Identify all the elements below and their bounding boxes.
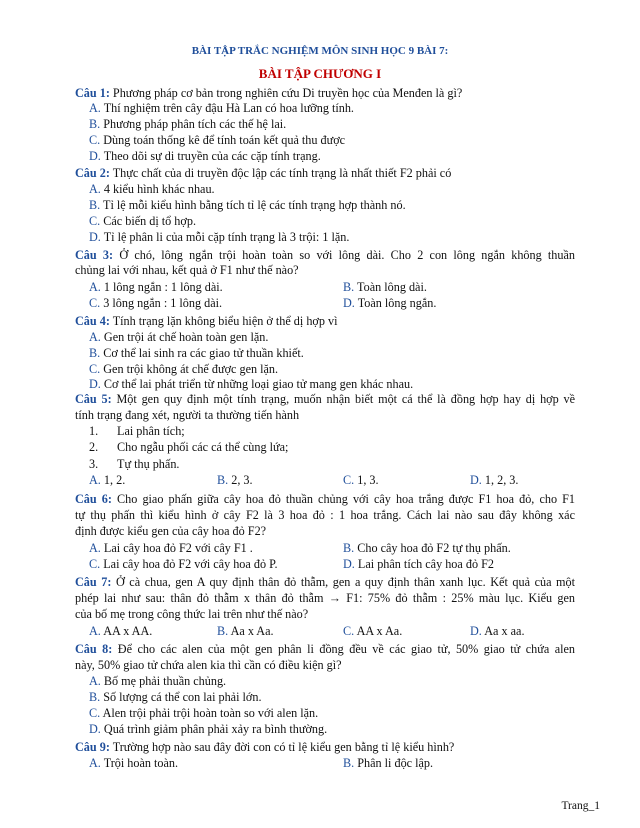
q4-option-a: A. Gen trội át chế hoàn toàn gen lặn. (89, 330, 269, 344)
question-label: Câu 4: (75, 314, 110, 328)
question-5-cont: tính trạng đang xét, người ta thường tiến hành (75, 408, 300, 422)
question-8 (75, 642, 575, 657)
question-7 (75, 575, 575, 590)
question-4 (75, 314, 337, 329)
q7-option-a: A. AA x AA. (89, 624, 153, 638)
question-6-cont: tự thụ phấn thì kiểu hình ở cây F2 là 3 hoa đỏ : 1 hoa trắng. Cách lai nào sau đây không xác (75, 508, 575, 522)
q2-option-c: C. Các biến dị tổ hợp. (89, 214, 196, 228)
q8-option-a: A. Bố mẹ phải thuần chủng. (89, 674, 227, 688)
q5-option-a: A. 1, 2. (89, 473, 126, 487)
question-text: Trường hợp nào sau đây đời con có tỉ lệ kiểu gen bằng tỉ lệ kiểu hình? (112, 740, 455, 754)
question-label: Câu 3: (75, 248, 114, 262)
q8-option-d: D. Quá trình giảm phân phải xảy ra bình thường. (89, 722, 328, 736)
q6-option-b: B. Cho cây hoa đỏ F2 tự thụ phấn. (343, 541, 511, 555)
q9-option-b: B. Phân li độc lập. (343, 756, 434, 770)
question-label: Câu 9: (75, 740, 110, 754)
q4-option-b: B. Cơ thể lai sinh ra các giao tử thuần khiết. (89, 346, 304, 360)
q2-option-d: D. Tỉ lệ phân li của mỗi cặp tính trạng là 3 trội: 1 lặn. (89, 230, 350, 244)
question-9 (75, 740, 454, 755)
q6-option-c: C. Lai cây hoa đỏ F2 với cây hoa đỏ P. (89, 557, 278, 571)
question-6 (75, 492, 575, 507)
question-text: Một gen quy định một tính trạng, muốn nhận biết một cá thể là đồng hợp hay dị hợp về (116, 392, 576, 406)
question-6-cont: định được kiểu gen của cây hoa đỏ F2? (75, 524, 267, 538)
q7-option-c: C. AA x Aa. (343, 624, 403, 638)
question-label: Câu 5: (75, 392, 112, 406)
question-7-cont: phép lai như sau: thân đỏ thẫm x thân đỏ thẫm → F1: 75% đỏ thẫm : 25% màu lục. Kiểu gen (75, 591, 575, 605)
q8-option-c: C. Alen trội phải trội hoàn toàn so với alen lặn. (89, 706, 319, 720)
q7-option-d: D. Aa x aa. (470, 624, 525, 638)
list-item: Tự thụ phấn. (117, 457, 180, 471)
question-8-cont: này, 50% giao tử chứa alen kia thì cần có điều kiện gì? (75, 658, 342, 672)
page-subtitle: BÀI TẬP CHƯƠNG I (258, 66, 382, 81)
list-item-number: 1. (89, 424, 99, 438)
question-text: Cho giao phấn giữa cây hoa đỏ thuần chủng với cây hoa trắng được F1 hoa đỏ, cho F1 (117, 492, 576, 506)
question-2 (75, 166, 451, 181)
q7-option-b: B. Aa x Aa. (217, 624, 274, 638)
list-item: Lai phân tích; (117, 424, 185, 438)
question-5 (75, 392, 575, 407)
question-text: Để cho các alen của một gen phân li đồng đều về các giao tử, 50% giao tử chứa alen (117, 642, 576, 656)
question-text: Ở cà chua, gen A quy định thân đỏ thẫm, gen a quy định thân xanh lục. Kết quả của một (115, 575, 575, 589)
question-3-cont: chủng lai với nhau, kết quả ở F1 như thế nào? (75, 263, 299, 277)
list-item-number: 3. (89, 457, 99, 471)
q4-option-d: D. Cơ thể lai phát triển từ những loại giao tử mang gen khác nhau. (89, 377, 414, 391)
q9-option-a: A. Trội hoàn toàn. (89, 756, 179, 770)
q4-option-c: C. Gen trội không át chế được gen lặn. (89, 362, 279, 376)
q2-option-b: B. Tỉ lệ mỗi kiểu hình bằng tích tỉ lệ các tính trạng hợp thành nó. (89, 198, 406, 212)
list-item: Cho ngẫu phối các cá thể cùng lứa; (117, 440, 289, 454)
q1-option-a: A. Thí nghiệm trên cây đậu Hà Lan có hoa lưỡng tính. (89, 101, 354, 115)
q5-option-d: D. 1, 2, 3. (470, 473, 519, 487)
list-item-number: 2. (89, 440, 99, 454)
question-label: Câu 8: (75, 642, 113, 656)
question-1 (75, 86, 462, 101)
question-label: Câu 7: (75, 575, 112, 589)
q3-option-c: C. 3 lông ngắn : 1 lông dài. (89, 296, 223, 310)
q3-option-b: B. Toàn lông dài. (343, 280, 427, 294)
page-title: BÀI TẬP TRẮC NGHIỆM MÔN SINH HỌC 9 BÀI 7: (191, 45, 449, 57)
question-label: Câu 1: (75, 86, 110, 100)
q5-option-c: C. 1, 3. (343, 473, 379, 487)
q2-option-a: A. 4 kiểu hình khác nhau. (89, 182, 215, 196)
question-text: Phương pháp cơ bản trong nghiên cứu Di truyền học của Menđen là gì? (112, 86, 463, 100)
q3-option-a: A. 1 lông ngắn : 1 lông dài. (89, 280, 223, 294)
question-text: Thực chất của di truyền độc lập các tính trạng là nhất thiết F2 phải có (112, 166, 452, 180)
q8-option-b: B. Số lượng cá thể con lai phải lớn. (89, 690, 262, 704)
question-text: Ở chó, lông ngắn trội hoàn toàn so với lông dài. Cho 2 con lông ngắn không thuần (119, 248, 576, 262)
question-label: Câu 6: (75, 492, 112, 506)
question-text: Tính trạng lặn không biểu hiện ở thể dị hợp vì (112, 314, 338, 328)
q3-option-d: D. Toàn lông ngắn. (343, 296, 437, 310)
q1-option-c: C. Dùng toán thống kê để tính toán kết quả thu được (89, 133, 346, 147)
q5-option-b: B. 2, 3. (217, 473, 253, 487)
question-label: Câu 2: (75, 166, 110, 180)
page-number: Trang_1 (561, 800, 600, 812)
q6-option-d: D. Lai phân tích cây hoa đỏ F2 (343, 557, 494, 571)
q1-option-b: B. Phương pháp phân tích các thế hệ lai. (89, 117, 287, 131)
question-7-cont: của bố mẹ trong công thức lai trên như thế nào? (75, 607, 309, 621)
question-3 (75, 248, 575, 263)
q1-option-d: D. Theo dõi sự di truyền của các cặp tính trạng. (89, 149, 321, 163)
q6-option-a: A. Lai cây hoa đỏ F2 với cây F1 . (89, 541, 253, 555)
